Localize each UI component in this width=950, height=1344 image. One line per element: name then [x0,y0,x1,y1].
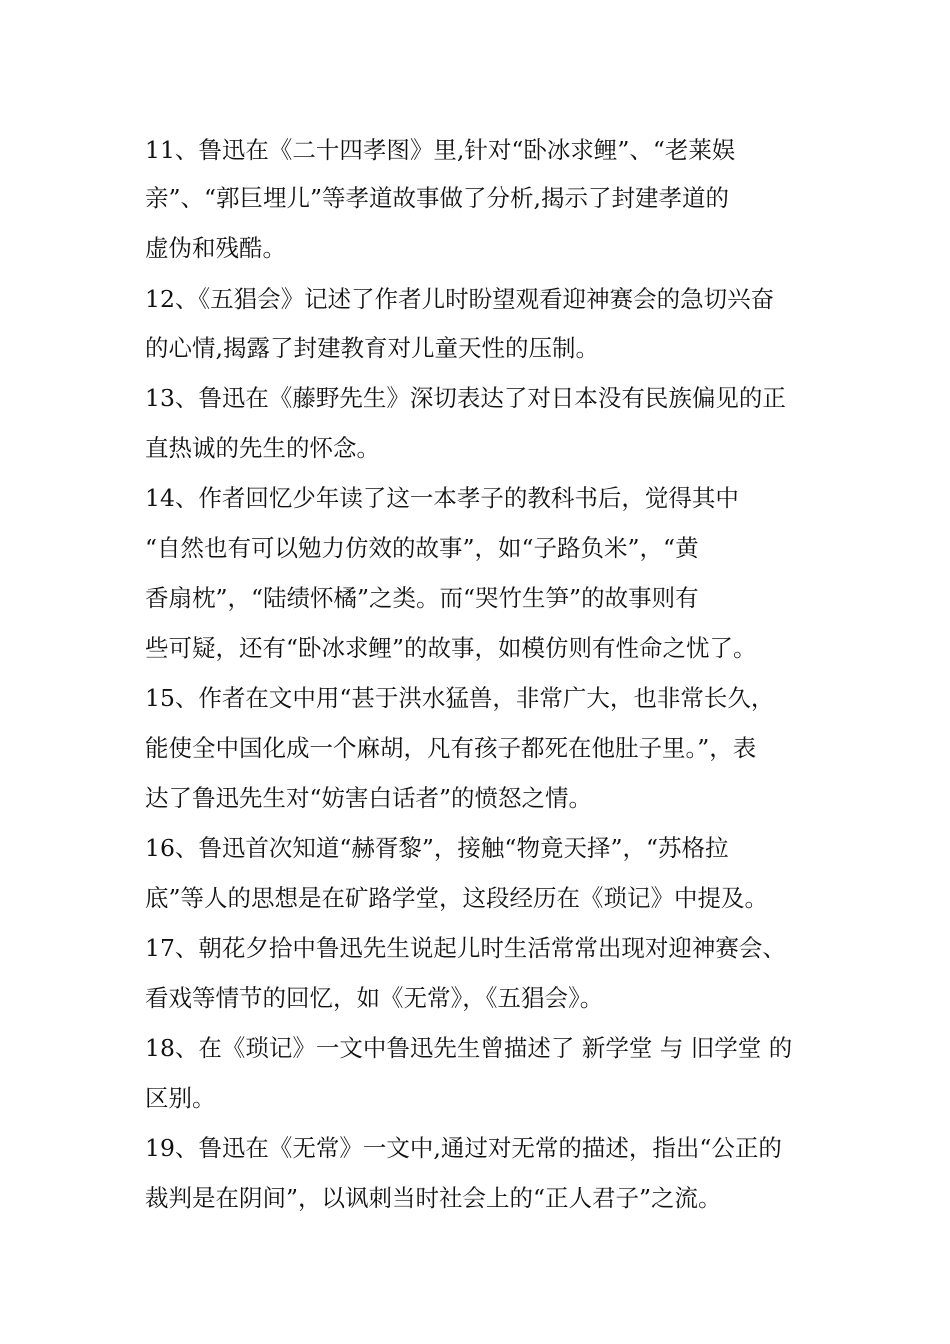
paragraph-14-line-3: 香扇枕”，“陆绩怀橘”之类。而“哭竹生笋”的故事则有 [145,584,699,612]
paragraph-12-line-1: 12、《五猖会》记述了作者儿时盼望观看迎神赛会的急切兴奋 [145,285,775,313]
paragraph-11-line-3: 虚伪和残酷。 [145,234,286,262]
paragraph-19-line-1: 19、鲁迅在《无常》一文中,通过对无常的描述，指出“公正的 [145,1134,782,1162]
paragraph-18-line-2: 区别。 [145,1084,216,1112]
paragraph-11-line-1: 11、鲁迅在《二十四孝图》里,针对“卧冰求鲤”、“老莱娱 [145,136,736,164]
paragraph-11-line-2: 亲”、“郭巨埋儿”等孝道故事做了分析,揭示了封建孝道的 [145,184,730,212]
paragraph-19-line-2: 裁判是在阴间”，以讽刺当时社会上的“正人君子”之流。 [145,1184,722,1212]
paragraph-14-line-1: 14、作者回忆少年读了这一本孝子的教科书后，觉得其中 [145,484,739,512]
paragraph-15-line-3: 达了鲁迅先生对“妨害白话者”的愤怒之情。 [145,784,593,812]
paragraph-13-line-1: 13、鲁迅在《藤野先生》深切表达了对日本没有民族偏见的正 [145,384,786,412]
paragraph-16-line-2: 底”等人的思想是在矿路学堂，这段经历在《琐记》中提及。 [145,884,769,912]
paragraph-15-line-1: 15、作者在文中用“甚于洪水猛兽，非常广大，也非常长久， [145,684,775,712]
paragraph-15-line-2: 能使全中国化成一个麻胡，凡有孩子都死在他肚子里。”，表 [145,734,757,762]
paragraph-14-line-4: 些可疑，还有“卧冰求鲤”的故事，如模仿则有性命之忧了。 [145,634,757,662]
paragraph-14-line-2: “自然也有可以勉力仿效的故事”，如“子路负米”，“黄 [145,534,699,562]
paragraph-12-line-2: 的心情,揭露了封建教育对儿童天性的压制。 [145,334,599,362]
paragraph-17-line-2: 看戏等情节的回忆，如《无常》，《五猖会》。 [145,984,604,1012]
paragraph-18-line-1: 18、在《琐记》一文中鲁迅先生曾描述了 新学堂 与 旧学堂 的 [145,1034,793,1062]
paragraph-16-line-1: 16、鲁迅首次知道“赫胥黎”，接触“物竟天择”，“苏格拉 [145,834,729,862]
paragraph-13-line-2: 直热诚的先生的怀念。 [145,434,380,462]
paragraph-17-line-1: 17、朝花夕拾中鲁迅先生说起儿时生活常常出现对迎神赛会、 [145,934,786,962]
